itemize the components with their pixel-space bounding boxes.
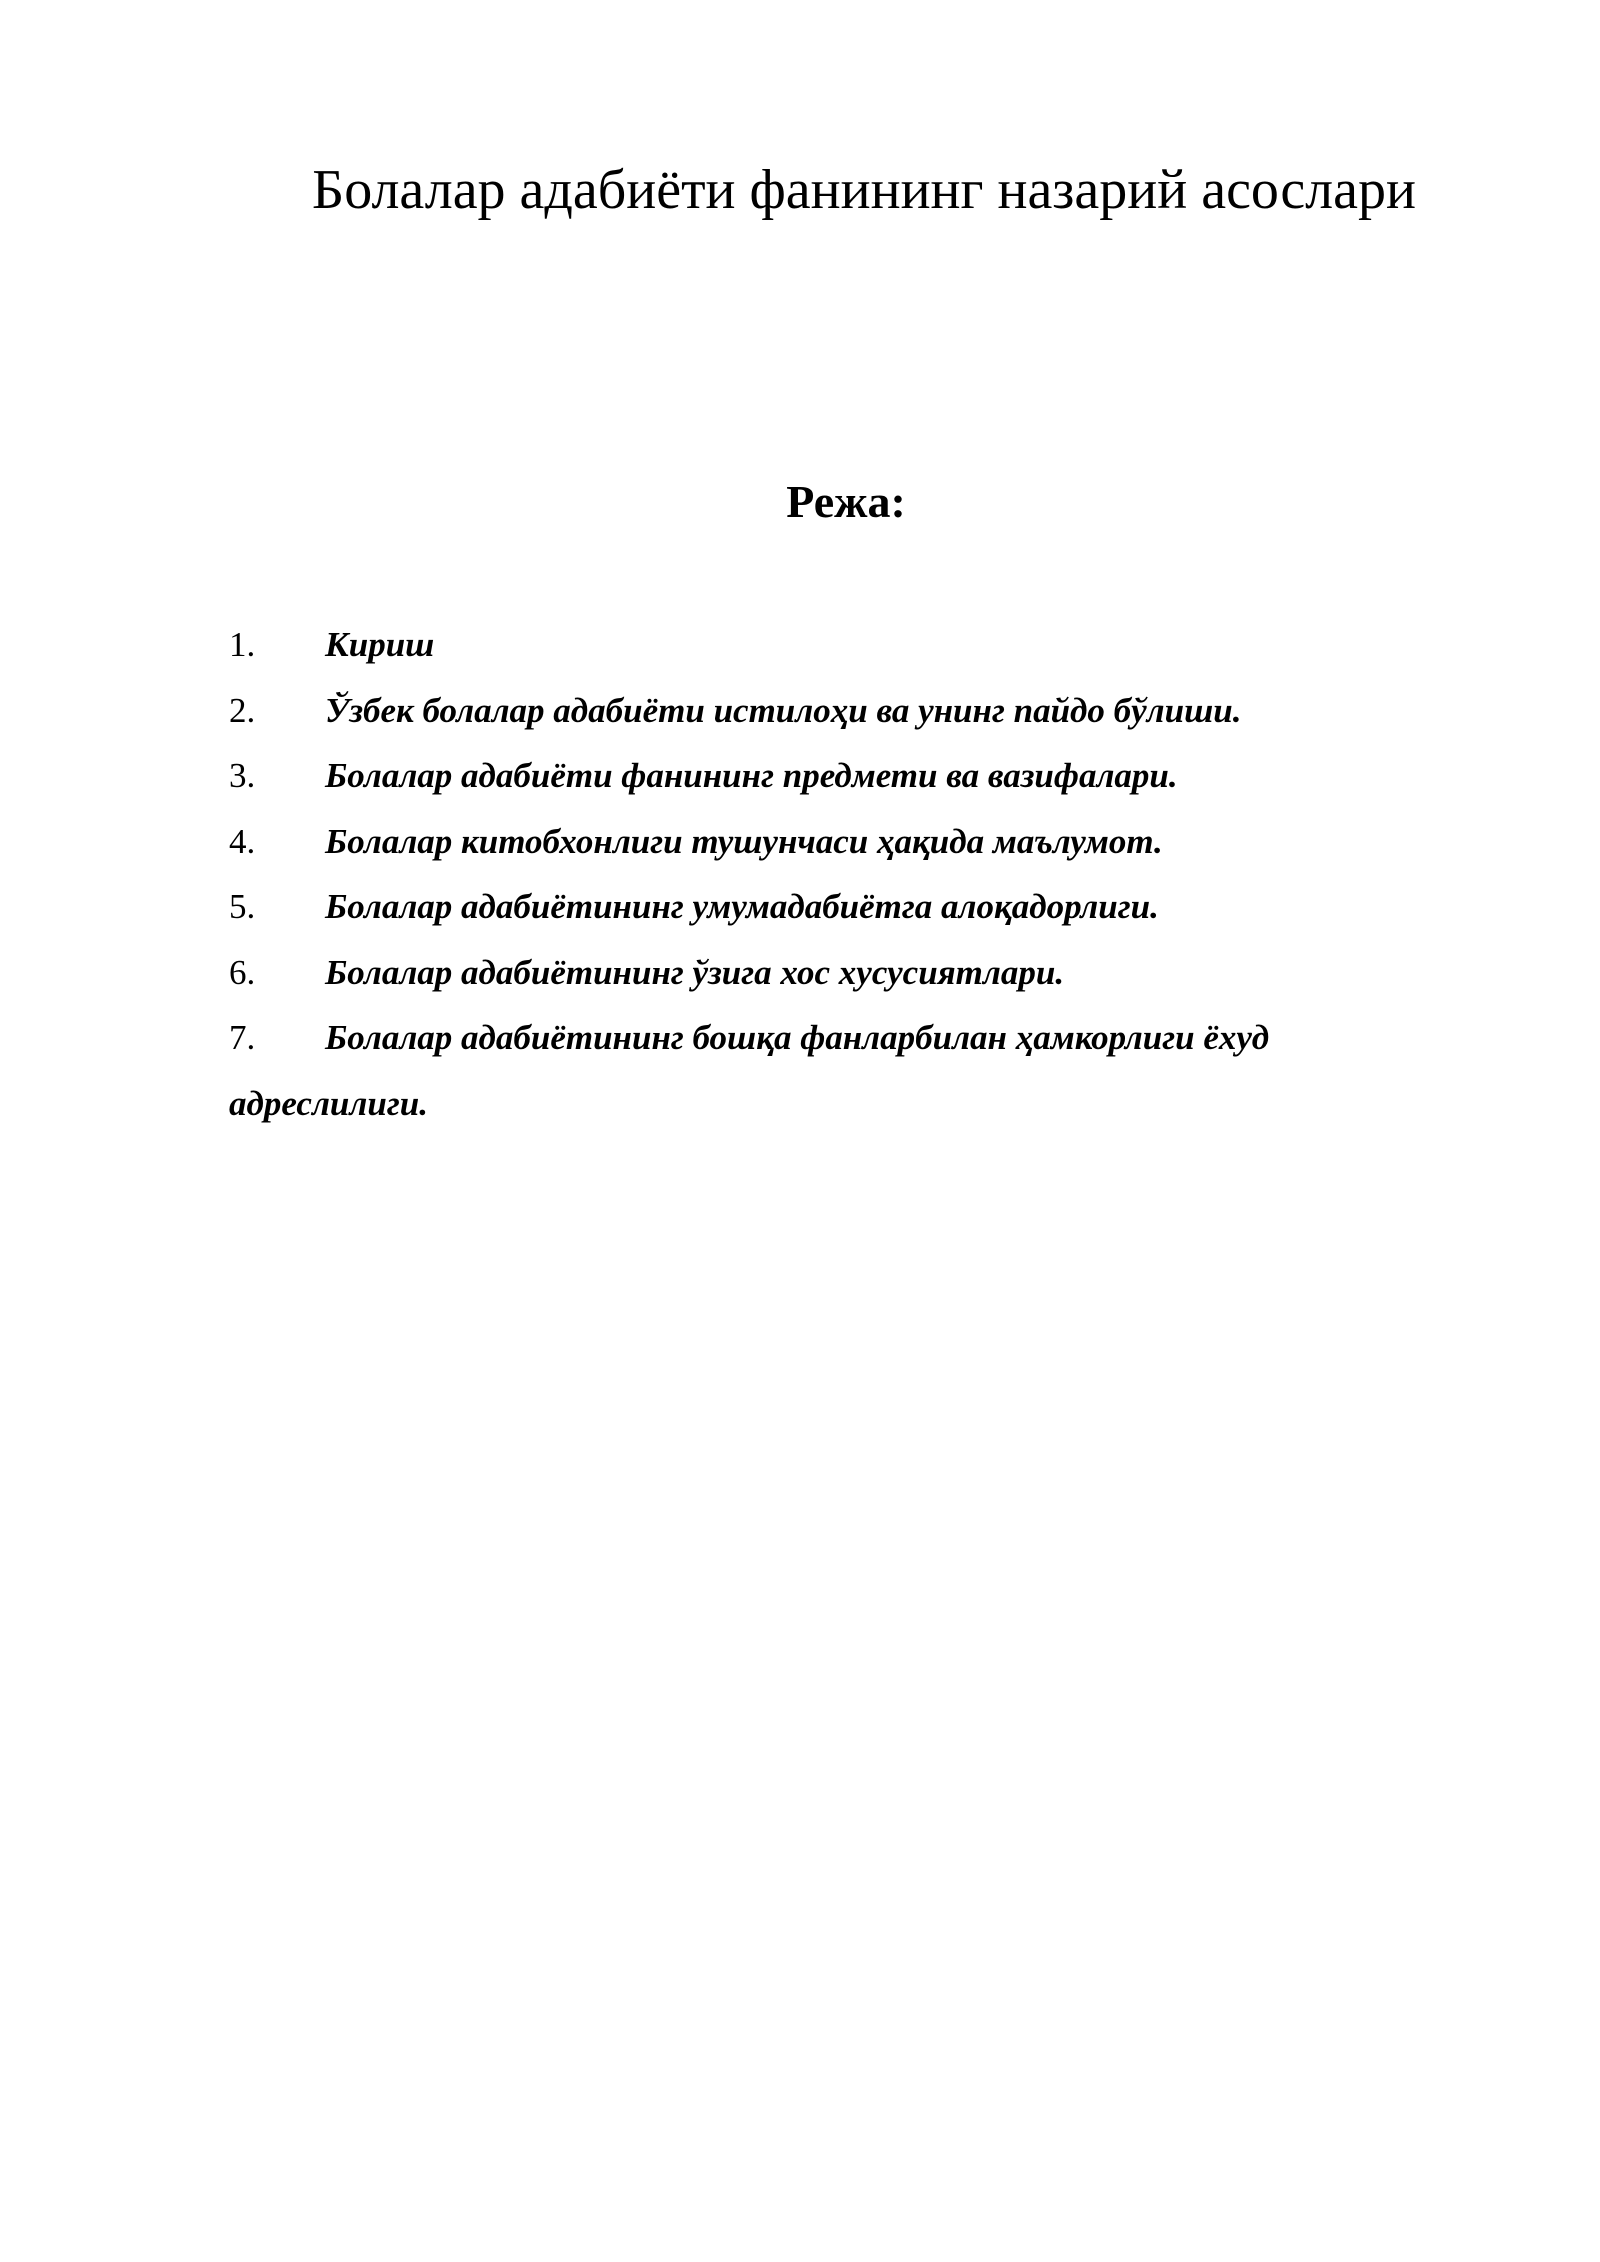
plan-item-number: 2. (229, 690, 256, 730)
plan-item-text: Болалар китобхонлиги тушунчаси ҳақида маълумот. (325, 821, 1163, 861)
plan-item (229, 874, 1409, 940)
plan-item-number: 4. (229, 821, 256, 861)
plan-item (229, 809, 1409, 875)
plan-item-text: Болалар адабиёти фанининг предмети ва вазифалари. (325, 756, 1178, 795)
plan-item-text: Болалар адабиётининг бошқа фанларбилан ҳамкорлиги ёхуд адреслилиги. (229, 1018, 1270, 1123)
document-title: Болалар адабиёти фанининг назарий асослари (312, 159, 1416, 221)
plan-item-number: 7. (229, 1018, 256, 1057)
plan-item-number: 6. (229, 952, 256, 992)
plan-heading: Режа: (786, 476, 906, 527)
plan-item-number: 3. (229, 756, 256, 795)
plan-item (229, 940, 1409, 1006)
plan-item-text: Ўзбек болалар адабиёти истилоҳи ва унинг пайдо бўлиши. (325, 690, 1242, 730)
plan-item-text: Кириш (325, 625, 435, 664)
plan-list (229, 612, 1409, 1136)
plan-item-text: Болалар адабиётининг умумадабиётга алоқадорлиги. (325, 887, 1159, 926)
plan-item (229, 743, 1409, 809)
plan-item-number: 1. (229, 625, 256, 664)
plan-item-text: Болалар адабиётининг ўзига хос хусусиятлари. (325, 952, 1065, 992)
plan-item (229, 678, 1409, 744)
plan-item (229, 1005, 1409, 1136)
plan-item-number: 5. (229, 887, 256, 926)
plan-item (229, 612, 1409, 678)
